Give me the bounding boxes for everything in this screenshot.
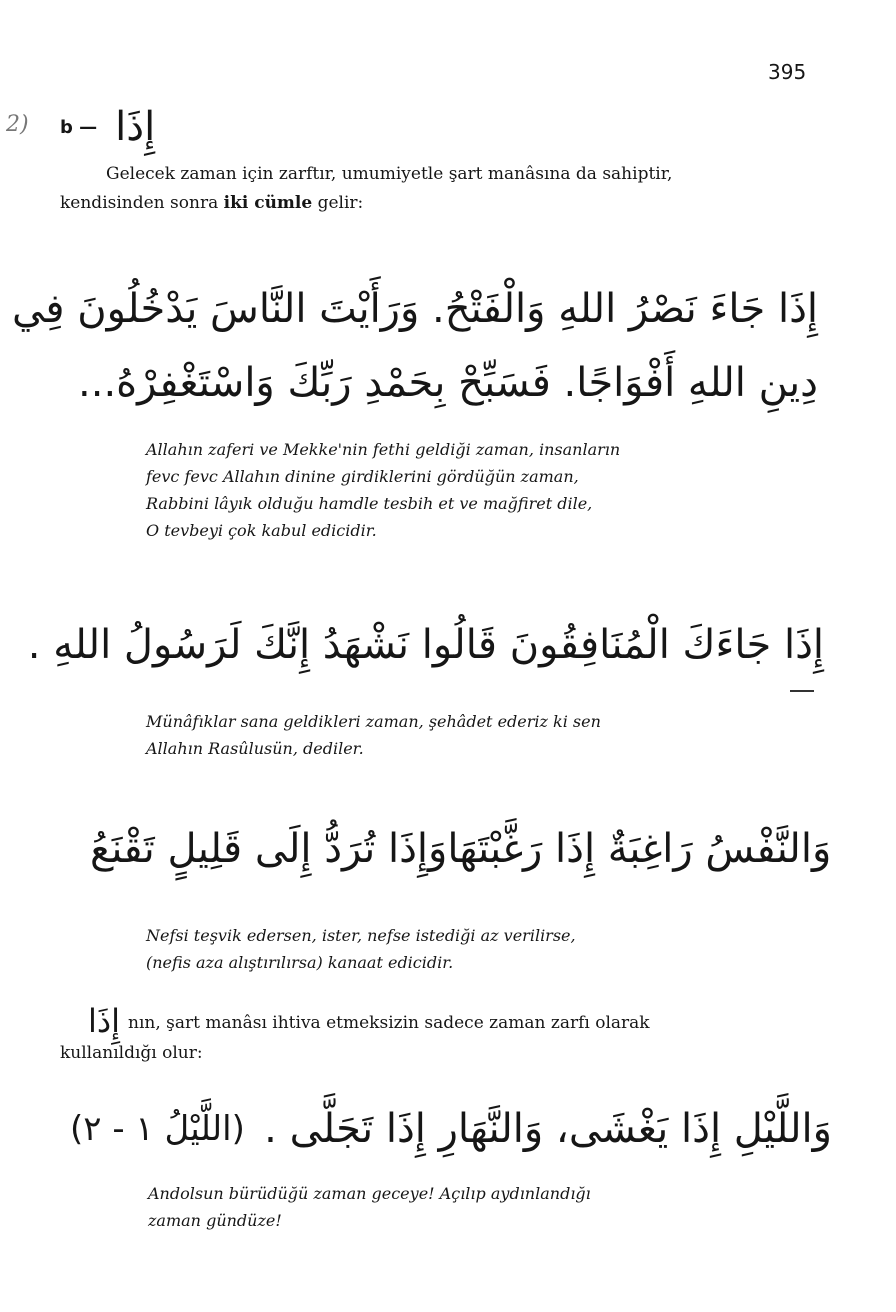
intro-bold-term: iki cümle	[223, 193, 313, 213]
example3-arabic-verse	[90, 826, 830, 872]
intro-line-2-start: kendisinden sonra	[60, 193, 224, 213]
example4-arabic-row	[70, 1106, 832, 1152]
translation-line: zaman gündüze!	[148, 1211, 282, 1230]
page-number: 395	[768, 60, 807, 84]
section-heading	[60, 104, 155, 150]
translation-line: fevc fevc Allahın dinine girdiklerini gördüğün zaman,	[146, 467, 579, 486]
intro-paragraph	[60, 160, 804, 218]
example4-arabic: وَاللَّيْلِ إِذَا يَغْشَى، وَالنَّهَارِ إِذَا تَجَلَّى .	[264, 1106, 832, 1152]
translation-line: Nefsi teşvik edersen, ister, nefse istediği az verilirse,	[146, 926, 576, 945]
underline-mark	[790, 690, 814, 692]
margin-handwritten-mark: 2)	[6, 112, 29, 137]
example4-translation	[148, 1180, 591, 1234]
translation-line: Rabbini lâyık olduğu hamdle tesbih et ve mağfiret dile,	[146, 494, 593, 513]
translation-line: (nefis aza alıştırılırsa) kanaat edicidir.	[146, 953, 454, 972]
note-line-1	[60, 1002, 804, 1040]
note-text: nın, şart manâsı ihtiva etmeksizin sadece zaman zarfı olarak	[128, 1013, 650, 1033]
example1-translation	[146, 436, 620, 544]
section-label: b —	[60, 116, 98, 138]
translation-line: Andolsun bürüdüğü zaman geceye! Açılıp aydınlandığı	[148, 1184, 591, 1203]
example3-translation	[146, 922, 576, 976]
example1-arabic-line-1: إِذَا جَاءَ نَصْرُ اللهِ وَالْفَتْحُ. وَرَأَيْتَ النَّاسَ يَدْخُلُونَ فِي	[12, 286, 818, 332]
example1-arabic-line-2: دِينِ اللهِ أَفْوَاجًا. فَسَبِّحْ بِحَمْدِ رَبِّكَ وَاسْتَغْفِرْهُ...	[78, 360, 818, 406]
intro-line-2	[60, 189, 804, 218]
example2-arabic: إِذَا جَاءَكَ الْمُنَافِقُونَ قَالُوا نَشْهَدُ إِنَّكَ لَرَسُولُ اللهِ .	[27, 622, 824, 668]
intro-line-2-end: gelir:	[312, 193, 364, 213]
example3-arabic-right-hemistich: وَالنَّفْسُ رَاغِبَةٌ إِذَا رَغَّبْتَهَا	[447, 826, 832, 872]
example3-arabic-left-hemistich: وَإِذَا تُرَدُّ إِلَى قَلِيلٍ تَقْنَعُ	[90, 826, 448, 872]
translation-line: O tevbeyi çok kabul edicidir.	[146, 521, 377, 540]
note-arabic-word: إِذَا	[88, 1002, 121, 1040]
intro-line-1: Gelecek zaman için zarftır, umumiyetle şart manâsına da sahiptir,	[106, 164, 673, 184]
section-arabic-word: إِذَا	[115, 104, 156, 150]
example4-surah-reference: (اللَّيْلُ ١ - ٢)	[70, 1109, 245, 1149]
translation-line: Allahın Rasûlusün, dediler.	[146, 739, 364, 758]
note-line-2: kullanıldığı olur:	[60, 1043, 203, 1063]
translation-line: Allahın zaferi ve Mekke'nin fethi geldiği zaman, insanların	[146, 440, 621, 459]
note-paragraph	[60, 1002, 804, 1068]
translation-line: Münâfıklar sana geldikleri zaman, şehâdet ederiz ki sen	[146, 712, 601, 731]
example2-translation	[146, 708, 601, 762]
